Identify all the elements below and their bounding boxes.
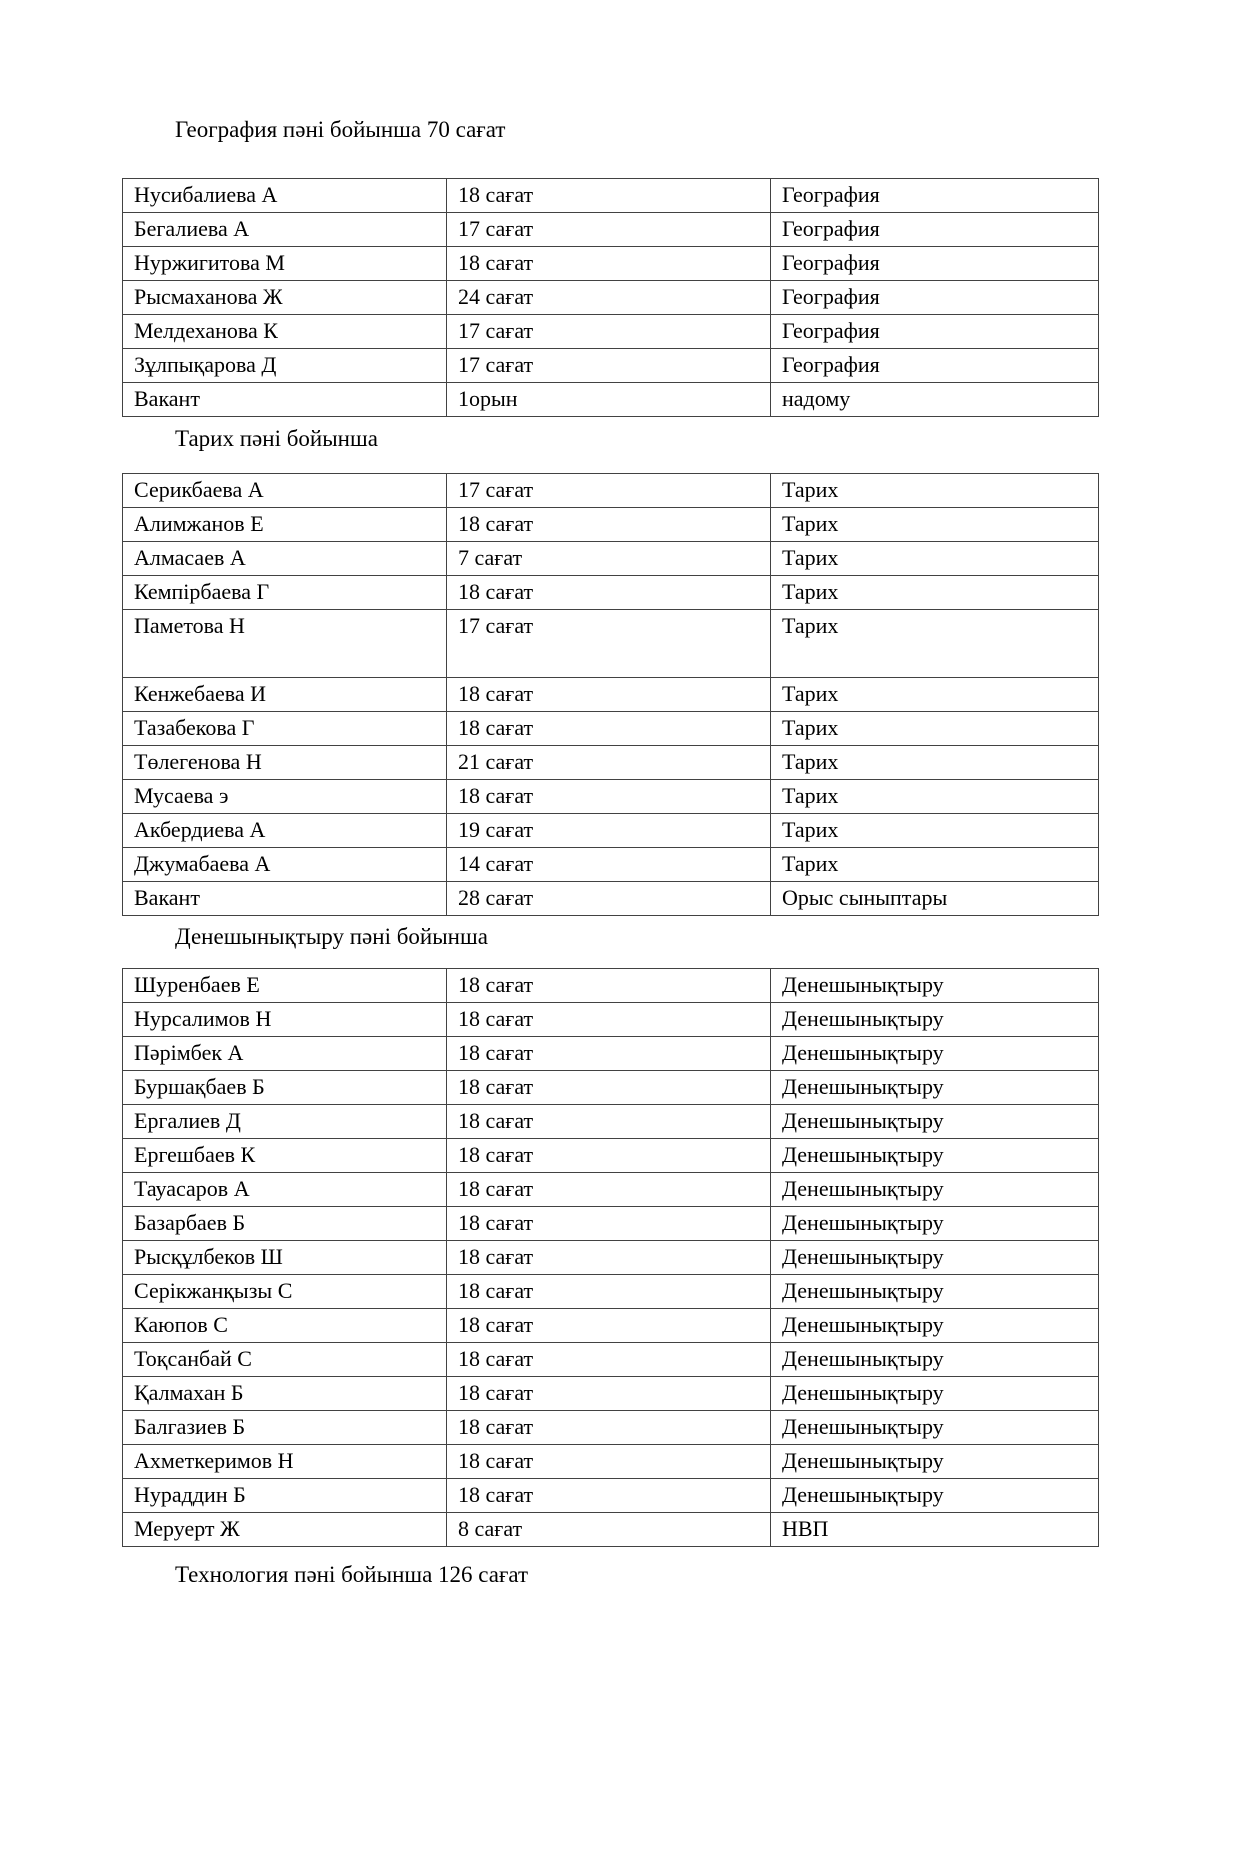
table-row [123,969,1099,1003]
table-row [123,610,1099,678]
subject-cell: Денешынықтыру [771,1207,1099,1241]
teacher-name-cell: Базарбаев Б [123,1207,447,1241]
teacher-name-cell: Вакант [123,882,447,916]
table-row [123,542,1099,576]
table-row [123,1377,1099,1411]
teacher-name-cell: Буршақбаев Б [123,1071,447,1105]
hours-cell: 17 сағат [447,349,771,383]
subject-cell: География [771,179,1099,213]
teacher-name-cell: Ахметкеримов Н [123,1445,447,1479]
hours-cell: 18 сағат [447,1173,771,1207]
table-row [123,1445,1099,1479]
table-row [123,1479,1099,1513]
subject-cell: География [771,315,1099,349]
subject-cell: Тарих [771,474,1099,508]
subject-cell: Тарих [771,746,1099,780]
table-row [123,1173,1099,1207]
table-row [123,1003,1099,1037]
teacher-name-cell: Серікжанқызы С [123,1275,447,1309]
subject-cell: Денешынықтыру [771,1037,1099,1071]
teacher-name-cell: Нураддин Б [123,1479,447,1513]
section-heading-technology: Технология пәні бойынша 126 сағат [175,1562,529,1587]
table-row [123,213,1099,247]
hours-cell: 18 сағат [447,1207,771,1241]
teacher-name-cell: Шуренбаев Е [123,969,447,1003]
hours-cell: 18 сағат [447,1003,771,1037]
teacher-name-cell: Паметова Н [123,610,447,678]
hours-cell: 24 сағат [447,281,771,315]
teacher-name-cell: Пәрімбек А [123,1037,447,1071]
hours-cell: 17 сағат [447,610,771,678]
teacher-name-cell: Тазабекова Г [123,712,447,746]
table-row [123,780,1099,814]
teacher-name-cell: Кемпірбаева Г [123,576,447,610]
hours-cell: 18 сағат [447,1037,771,1071]
hours-cell: 17 сағат [447,213,771,247]
subject-cell: Тарих [771,712,1099,746]
table-row [123,1105,1099,1139]
table-row [123,1309,1099,1343]
subject-cell: Денешынықтыру [771,1241,1099,1275]
geography-staff-table [122,178,1099,417]
document-page [122,112,1098,1593]
teacher-name-cell: Каюпов С [123,1309,447,1343]
subject-cell: Денешынықтыру [771,1479,1099,1513]
hours-cell: 18 сағат [447,508,771,542]
section-heading-history: Тарих пәні бойынша [175,426,378,451]
subject-cell: География [771,213,1099,247]
hours-cell: 18 сағат [447,1309,771,1343]
teacher-name-cell: Серикбаева А [123,474,447,508]
hours-cell: 18 сағат [447,1071,771,1105]
table-row [123,814,1099,848]
table-row [123,746,1099,780]
table-row [123,882,1099,916]
table-row [123,1513,1099,1547]
hours-cell: 18 сағат [447,247,771,281]
hours-cell: 18 сағат [447,1241,771,1275]
subject-cell: География [771,247,1099,281]
table-row [123,281,1099,315]
hours-cell: 14 сағат [447,848,771,882]
teacher-name-cell: Зұлпықарова Д [123,349,447,383]
teacher-name-cell: Вакант [123,383,447,417]
teacher-name-cell: Ергешбаев К [123,1139,447,1173]
hours-cell: 21 сағат [447,746,771,780]
table-row [123,315,1099,349]
teacher-name-cell: Нуржигитова М [123,247,447,281]
table-row [123,678,1099,712]
section-heading-geography: География пәні бойынша 70 сағат [175,117,506,142]
hours-cell: 18 сағат [447,1445,771,1479]
hours-cell: 18 сағат [447,712,771,746]
table-row [123,1241,1099,1275]
table-row [123,179,1099,213]
table-row [123,383,1099,417]
teacher-name-cell: Кенжебаева И [123,678,447,712]
teacher-name-cell: Төлегенова Н [123,746,447,780]
subject-cell: Денешынықтыру [771,1275,1099,1309]
physical-education-staff-table [122,968,1099,1547]
table-row [123,247,1099,281]
hours-cell: 18 сағат [447,969,771,1003]
table-row [123,1037,1099,1071]
hours-cell: 18 сағат [447,576,771,610]
teacher-name-cell: Тауасаров А [123,1173,447,1207]
subject-cell: География [771,281,1099,315]
subject-cell: надому [771,383,1099,417]
hours-cell: 18 сағат [447,1139,771,1173]
table-row [123,349,1099,383]
hours-cell: 18 сағат [447,1275,771,1309]
table-row [123,508,1099,542]
table-row [123,1207,1099,1241]
subject-cell: Денешынықтыру [771,1343,1099,1377]
hours-cell: 18 сағат [447,1105,771,1139]
subject-cell: Тарих [771,780,1099,814]
teacher-name-cell: Меруерт Ж [123,1513,447,1547]
subject-cell: Тарих [771,542,1099,576]
teacher-name-cell: Рысқұлбеков Ш [123,1241,447,1275]
table-row [123,1139,1099,1173]
teacher-name-cell: Алмасаев А [123,542,447,576]
hours-cell: 18 сағат [447,1343,771,1377]
teacher-name-cell: Бегалиева А [123,213,447,247]
teacher-name-cell: Алимжанов Е [123,508,447,542]
table-row [123,1071,1099,1105]
subject-cell: Денешынықтыру [771,1377,1099,1411]
hours-cell: 18 сағат [447,1479,771,1513]
subject-cell: Денешынықтыру [771,1173,1099,1207]
teacher-name-cell: Ергалиев Д [123,1105,447,1139]
hours-cell: 18 сағат [447,780,771,814]
subject-cell: Денешынықтыру [771,969,1099,1003]
section-heading-physical-education: Денешынықтыру пәні бойынша [175,924,488,949]
teacher-name-cell: Мусаева э [123,780,447,814]
subject-cell: Денешынықтыру [771,1309,1099,1343]
hours-cell: 18 сағат [447,179,771,213]
subject-cell: Тарих [771,508,1099,542]
hours-cell: 17 сағат [447,315,771,349]
table-row [123,474,1099,508]
table-row [123,1411,1099,1445]
table-row [123,848,1099,882]
hours-cell: 7 сағат [447,542,771,576]
teacher-name-cell: Тоқсанбай С [123,1343,447,1377]
subject-cell: Тарих [771,678,1099,712]
table-row [123,712,1099,746]
teacher-name-cell: Мелдеханова К [123,315,447,349]
teacher-name-cell: Джумабаева А [123,848,447,882]
teacher-name-cell: Рысмаханова Ж [123,281,447,315]
teacher-name-cell: Балгазиев Б [123,1411,447,1445]
hours-cell: 1орын [447,383,771,417]
hours-cell: 17 сағат [447,474,771,508]
teacher-name-cell: Акбердиева А [123,814,447,848]
subject-cell: Денешынықтыру [771,1105,1099,1139]
subject-cell: Денешынықтыру [771,1071,1099,1105]
hours-cell: 18 сағат [447,1377,771,1411]
subject-cell: Денешынықтыру [771,1445,1099,1479]
subject-cell: Тарих [771,610,1099,678]
hours-cell: 28 сағат [447,882,771,916]
hours-cell: 18 сағат [447,678,771,712]
hours-cell: 8 сағат [447,1513,771,1547]
teacher-name-cell: Нусибалиева А [123,179,447,213]
subject-cell: Денешынықтыру [771,1411,1099,1445]
history-staff-table [122,473,1099,916]
subject-cell: Тарих [771,814,1099,848]
table-row [123,1275,1099,1309]
hours-cell: 18 сағат [447,1411,771,1445]
subject-cell: Тарих [771,848,1099,882]
hours-cell: 19 сағат [447,814,771,848]
teacher-name-cell: Қалмахан Б [123,1377,447,1411]
subject-cell: Денешынықтыру [771,1003,1099,1037]
subject-cell: Денешынықтыру [771,1139,1099,1173]
subject-cell: Тарих [771,576,1099,610]
subject-cell: Орыс сыныптары [771,882,1099,916]
subject-cell: НВП [771,1513,1099,1547]
table-row [123,576,1099,610]
subject-cell: География [771,349,1099,383]
table-row [123,1343,1099,1377]
teacher-name-cell: Нурсалимов Н [123,1003,447,1037]
